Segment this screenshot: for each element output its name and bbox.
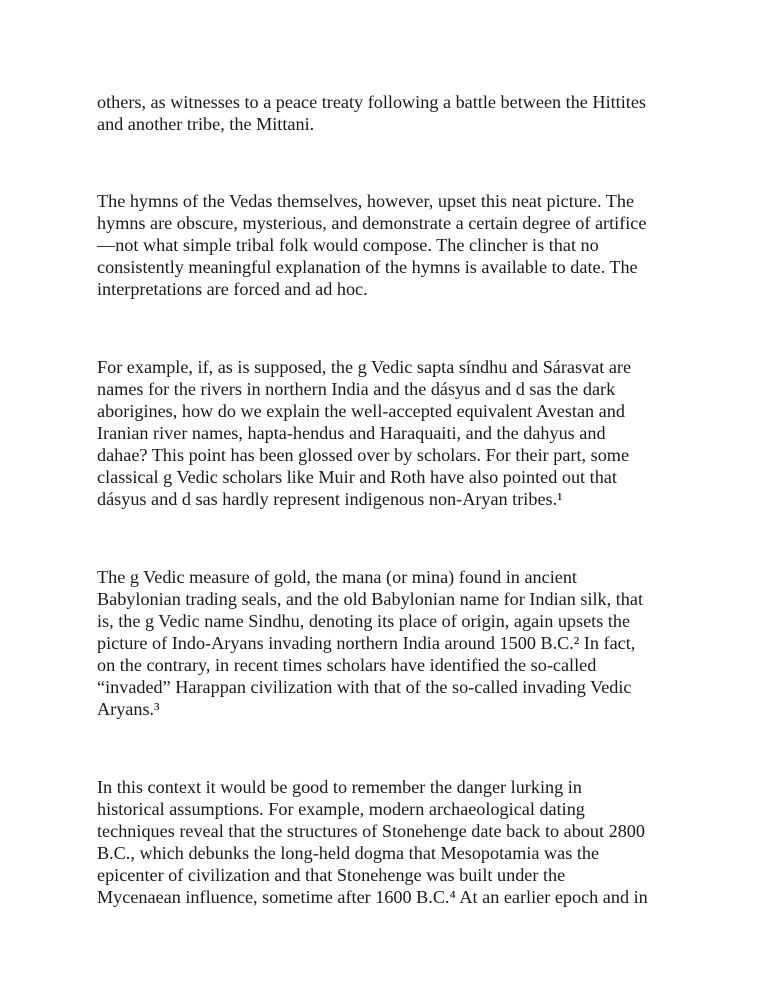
text-line: “invaded” Harappan civilization with that of the so-called invading Vedic (97, 677, 632, 697)
text-line: others, as witnesses to a peace treaty following a battle between the Hittites (97, 92, 646, 112)
text-line: techniques reveal that the structures of Stonehenge date back to about 2800 (97, 821, 645, 841)
text-line: consistently meaningful explanation of the hymns is available to date. The (97, 257, 638, 277)
text-line: Babylonian trading seals, and the old Babylonian name for Indian silk, that (97, 589, 644, 609)
text-line: dahae? This point has been glossed over by scholars. For their part, some (97, 445, 630, 465)
paragraph-babylonian-gold (97, 566, 687, 720)
text-line: The hymns of the Vedas themselves, however, upset this neat picture. The (97, 191, 635, 211)
text-line: For example, if, as is supposed, the g Vedic sapta síndhu and Sárasvat are (97, 357, 632, 377)
text-line: Mycenaean influence, sometime after 1600 B.C.⁴ At an earlier epoch and in (97, 887, 648, 907)
text-line: aborigines, how do we explain the well-accepted equivalent Avestan and (97, 401, 625, 421)
text-line: classical g Vedic scholars like Muir and Roth have also pointed out that (97, 467, 617, 487)
text-line: Iranian river names, hapta-hendus and Haraquaiti, and the dahyus and (97, 423, 606, 443)
text-line: epicenter of civilization and that Stonehenge was built under the (97, 865, 566, 885)
text-line: The g Vedic measure of gold, the mana (or mina) found in ancient (97, 567, 577, 587)
text-line: historical assumptions. For example, modern archaeological dating (97, 799, 585, 819)
text-line: dásyus and d sas hardly represent indigenous non-Aryan tribes.¹ (97, 489, 563, 509)
text-line: hymns are obscure, mysterious, and demonstrate a certain degree of artifice (97, 213, 647, 233)
paragraph-vedic-hymns (97, 190, 687, 300)
paragraph-river-names (97, 356, 687, 510)
paragraph-stonehenge (97, 776, 687, 908)
text-line: Aryans.³ (97, 699, 160, 719)
text-line: names for the rivers in northern India and the dásyus and d sas the dark (97, 379, 616, 399)
text-line: B.C., which debunks the long-held dogma that Mesopotamia was the (97, 843, 600, 863)
text-line: In this context it would be good to remember the danger lurking in (97, 777, 582, 797)
text-line: is, the g Vedic name Sindhu, denoting its place of origin, again upsets the (97, 611, 631, 631)
paragraph-hittites-treaty (97, 91, 687, 135)
text-line: on the contrary, in recent times scholars have identified the so-called (97, 655, 597, 675)
text-line: picture of Indo-Aryans invading northern India around 1500 B.C.² In fact, (97, 633, 636, 653)
text-line: —not what simple tribal folk would compose. The clincher is that no (97, 235, 599, 255)
text-line: and another tribe, the Mittani. (97, 114, 315, 134)
text-line: interpretations are forced and ad hoc. (97, 279, 368, 299)
